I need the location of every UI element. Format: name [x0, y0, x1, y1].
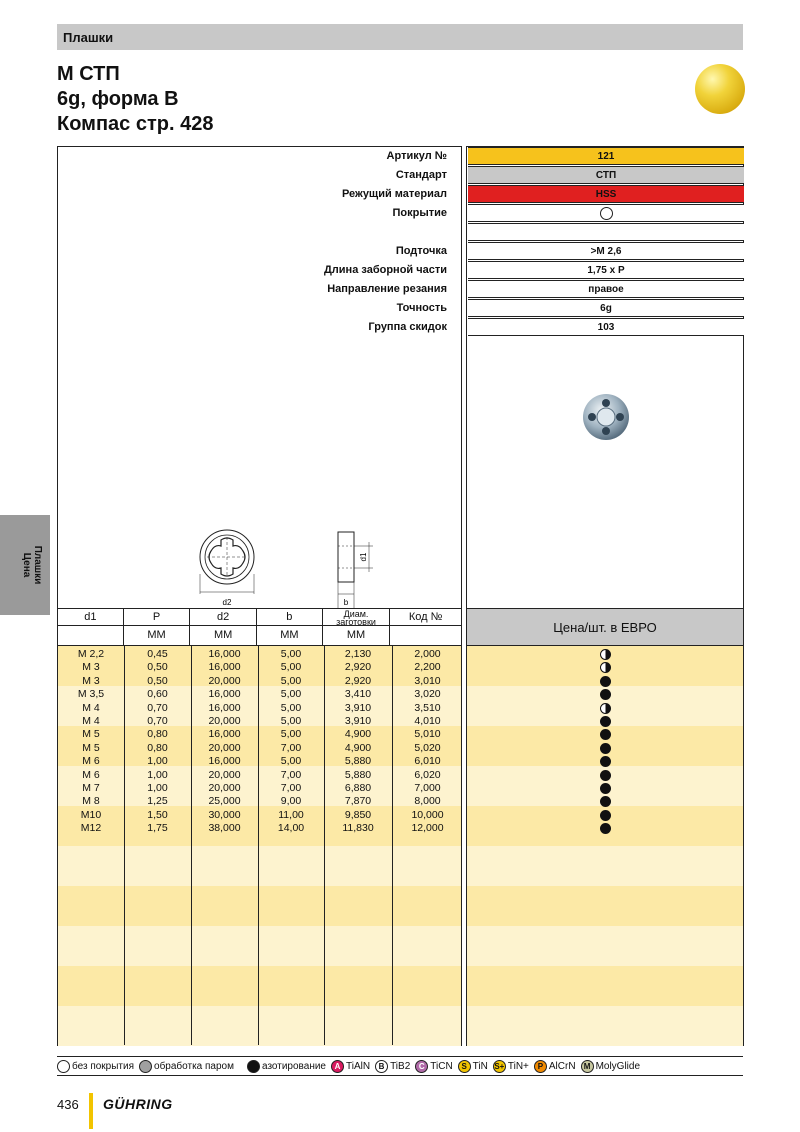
table-cell: 16,000	[208, 755, 241, 768]
availability-full-dot-icon	[600, 810, 611, 821]
table-cell: 16,000	[208, 648, 241, 660]
legend-item	[331, 1060, 370, 1073]
row-band	[58, 1006, 461, 1046]
table-cell: 4,900	[344, 741, 372, 754]
table-cell: 0,45	[147, 648, 168, 660]
property-value: >M 2,6	[468, 242, 744, 260]
price-table	[466, 646, 744, 1046]
table-cell: 0,80	[147, 741, 168, 754]
table-cell: 1,50	[147, 808, 168, 821]
legend-item	[493, 1060, 529, 1073]
table-cell: 16,000	[208, 701, 241, 714]
table-cell: 20,000	[208, 782, 241, 794]
page-title	[57, 62, 213, 137]
property-value: HSS	[468, 185, 744, 203]
table-cell: M 3	[82, 674, 100, 687]
table-cell: 6,010	[414, 755, 441, 768]
property-value: 6g	[468, 299, 744, 317]
die-product-photo	[580, 392, 632, 442]
column-unit	[390, 626, 461, 645]
title-line-2: 6g, форма B	[57, 88, 179, 110]
table-cell: M 3,5	[77, 688, 105, 701]
title-line-3: Компас стр. 428	[57, 113, 214, 135]
page-number: 436	[57, 1097, 79, 1112]
column-header: d1	[58, 609, 124, 625]
table-cell: 16,000	[208, 728, 241, 741]
table-cell: 0,70	[147, 715, 168, 727]
coating-symbol-icon	[139, 1060, 152, 1073]
column-unit	[58, 626, 124, 645]
table-row	[58, 742, 463, 755]
legend-label: MolyGlide	[595, 1060, 641, 1072]
table-cell: 5,00	[280, 674, 302, 687]
table-cell: 8,000	[414, 795, 441, 808]
column-unit: MM	[124, 626, 191, 645]
coating-symbol-icon: A	[331, 1060, 344, 1073]
column-unit: MM	[323, 626, 391, 645]
column-header: P	[124, 609, 191, 625]
table-row	[58, 661, 463, 674]
column-header: b	[257, 609, 323, 625]
legend-label: без покрытия	[72, 1060, 135, 1072]
table-row	[58, 728, 463, 741]
property-label: Подточка	[395, 245, 447, 257]
table-cell: 7,00	[280, 782, 302, 794]
table-cell: 5,010	[414, 728, 441, 741]
section-header: Плашки	[57, 24, 743, 50]
table-row	[58, 809, 463, 822]
table-cell: 1,00	[147, 782, 168, 794]
coating-legend	[57, 1056, 743, 1076]
table-row	[58, 675, 463, 688]
legend-label: TiAlN	[345, 1060, 371, 1072]
table-cell: 1,75	[147, 822, 168, 835]
table-cell: 16,000	[208, 688, 241, 701]
table-cell: 0,50	[147, 661, 168, 674]
property-value: 1,75 x P	[468, 261, 744, 279]
table-cell: 1,25	[147, 795, 168, 808]
column-header: d2	[190, 609, 257, 625]
table-cell: 20,000	[208, 768, 241, 781]
legend-item	[57, 1060, 134, 1073]
coating-symbol-icon: B	[375, 1060, 388, 1073]
table-cell: 7,870	[344, 795, 372, 808]
table-cell: M 3	[82, 661, 100, 674]
availability-full-dot-icon	[600, 770, 611, 781]
property-value: СТП	[468, 166, 744, 184]
table-row	[58, 769, 463, 782]
table-cell: 5,880	[344, 755, 372, 768]
column-unit: MM	[190, 626, 257, 645]
property-value	[468, 204, 744, 222]
table-cell: 3,910	[344, 701, 372, 714]
legend-label: TiN+	[507, 1060, 529, 1072]
legend-item	[139, 1060, 234, 1073]
property-label: Стандарт	[395, 169, 447, 181]
table-cell: M 7	[82, 782, 100, 794]
side-tab-line-2: Цена	[21, 552, 32, 578]
properties-value-panel	[466, 146, 744, 608]
column-header: Код №	[408, 611, 443, 623]
legend-item	[415, 1060, 452, 1073]
table-cell: M 4	[82, 701, 100, 714]
legend-item	[458, 1060, 488, 1073]
legend-label: AlCrN	[548, 1060, 576, 1072]
table-cell: 2,920	[344, 674, 372, 687]
table-row	[58, 755, 463, 768]
table-cell: 1,00	[147, 755, 168, 768]
table-header-row	[57, 608, 462, 626]
table-cell: 3,010	[414, 674, 441, 687]
table-row	[58, 715, 463, 728]
table-row	[58, 648, 463, 661]
table-cell: M 5	[82, 741, 100, 754]
availability-full-dot-icon	[600, 743, 611, 754]
table-cell: 25,000	[208, 795, 241, 808]
property-value	[468, 223, 744, 241]
column-header: Диам. заготовки	[323, 609, 391, 625]
table-cell: 2,920	[344, 661, 372, 674]
table-cell: 30,000	[208, 808, 241, 821]
table-cell: 2,130	[344, 648, 372, 660]
table-cell: 5,00	[280, 755, 302, 768]
legend-item	[247, 1060, 326, 1073]
property-value: правое	[468, 280, 744, 298]
footer-accent-bar	[89, 1093, 93, 1129]
table-cell: M10	[80, 808, 102, 821]
property-label: Длина заборной части	[323, 264, 447, 276]
side-tab-label	[21, 546, 43, 585]
legend-item	[581, 1060, 640, 1073]
table-cell: 5,00	[280, 648, 302, 660]
table-cell: 7,000	[414, 782, 441, 794]
row-band	[58, 886, 461, 926]
table-cell: 0,70	[147, 701, 168, 714]
table-cell: 0,60	[147, 688, 168, 701]
table-cell: 3,410	[344, 688, 372, 701]
side-tab-line-1: Плашки	[32, 545, 43, 585]
row-band	[467, 1006, 743, 1046]
label-b: b	[343, 598, 349, 607]
table-cell: 9,850	[344, 808, 372, 821]
table-cell: 6,880	[344, 782, 372, 794]
property-label: Режущий материал	[341, 188, 447, 200]
table-cell: M 6	[82, 768, 100, 781]
table-cell: 12,000	[411, 822, 444, 835]
legend-label: TiB2	[390, 1060, 411, 1072]
table-cell: 3,020	[414, 688, 441, 701]
table-units-row	[57, 626, 462, 646]
table-cell: 5,00	[280, 728, 302, 741]
table-cell: 5,00	[280, 715, 302, 727]
property-label: Группа скидок	[368, 321, 447, 333]
coating-symbol-icon: M	[581, 1060, 594, 1073]
availability-full-dot-icon	[600, 676, 611, 687]
property-label: Точность	[396, 302, 447, 314]
table-cell: 5,880	[344, 768, 372, 781]
table-cell: 20,000	[208, 741, 241, 754]
table-cell: 10,000	[411, 808, 444, 821]
table-cell: M 6	[82, 755, 100, 768]
table-cell: 16,000	[208, 661, 241, 674]
price-header: Цена/шт. в ЕВРО	[466, 608, 744, 646]
coating-symbol-icon	[57, 1060, 70, 1073]
table-cell: 5,00	[280, 661, 302, 674]
label-d1: d1	[359, 552, 368, 562]
legend-label: TiCN	[430, 1060, 453, 1072]
property-label: Покрытие	[392, 207, 447, 219]
table-cell: 0,80	[147, 728, 168, 741]
table-cell: 20,000	[208, 715, 241, 727]
coating-symbol-icon: P	[534, 1060, 547, 1073]
uncoated-circle-icon	[600, 207, 613, 220]
table-cell: 38,000	[208, 822, 241, 835]
table-cell: 4,010	[414, 715, 441, 727]
side-tab[interactable]	[0, 515, 50, 615]
row-band	[58, 846, 461, 886]
legend-item	[534, 1060, 576, 1073]
data-table	[57, 646, 462, 1046]
table-cell: 5,00	[280, 688, 302, 701]
brand-logo: GÜHRING	[103, 1096, 173, 1112]
row-band	[58, 926, 461, 966]
yellow-ball-icon	[695, 64, 745, 114]
legend-label: обработка паром	[154, 1060, 234, 1072]
table-cell: 6,020	[414, 768, 441, 781]
legend-label: азотирование	[262, 1060, 326, 1072]
table-row	[58, 822, 463, 835]
die-technical-drawing	[193, 524, 403, 609]
properties-label-panel	[57, 146, 462, 608]
table-cell: 2,200	[414, 661, 441, 674]
coating-symbol-icon: S	[458, 1060, 471, 1073]
coating-symbol-icon: S+	[494, 1061, 505, 1071]
title-line-1: M СТП	[57, 63, 120, 85]
property-value: 121	[468, 147, 744, 165]
coating-symbol-icon: C	[415, 1060, 428, 1073]
table-cell: M 8	[82, 795, 100, 808]
table-row	[58, 688, 463, 701]
availability-half-dot-icon	[600, 703, 611, 714]
table-cell: 14,00	[277, 822, 305, 835]
table-row	[58, 702, 463, 715]
property-label: Артикул №	[386, 150, 447, 162]
table-cell: 11,00	[278, 808, 304, 821]
coating-symbol-icon	[247, 1060, 260, 1073]
table-cell: 0,50	[147, 674, 168, 687]
label-d2: d2	[222, 598, 232, 607]
table-cell: 1,00	[147, 768, 168, 781]
table-cell: 5,00	[280, 701, 302, 714]
row-band	[467, 926, 743, 966]
table-row	[58, 782, 463, 795]
table-cell: M 5	[82, 728, 100, 741]
property-label: Направление резания	[327, 283, 447, 295]
table-cell: M 2,2	[77, 648, 105, 660]
row-band	[467, 966, 743, 1006]
legend-label: TiN	[472, 1060, 488, 1072]
table-cell: M 4	[82, 715, 100, 727]
table-cell: 7,00	[280, 768, 302, 781]
availability-full-dot-icon	[600, 716, 611, 727]
table-cell: 4,900	[344, 728, 372, 741]
property-value: 103	[468, 318, 744, 336]
column-unit: MM	[257, 626, 323, 645]
row-band	[58, 966, 461, 1006]
table-cell: 5,020	[414, 741, 441, 754]
table-cell: 3,510	[414, 701, 441, 714]
availability-half-dot-icon	[600, 649, 611, 660]
table-cell: 7,00	[280, 741, 302, 754]
row-band	[467, 846, 743, 886]
table-cell: 20,000	[208, 674, 241, 687]
table-row	[58, 795, 463, 808]
table-cell: M12	[80, 822, 102, 835]
availability-full-dot-icon	[600, 783, 611, 794]
row-band	[467, 886, 743, 926]
table-cell: 2,000	[414, 648, 441, 660]
legend-item	[375, 1060, 410, 1073]
table-cell: 11,830	[342, 822, 374, 835]
table-cell: 3,910	[344, 715, 372, 727]
table-cell: 9,00	[280, 795, 302, 808]
